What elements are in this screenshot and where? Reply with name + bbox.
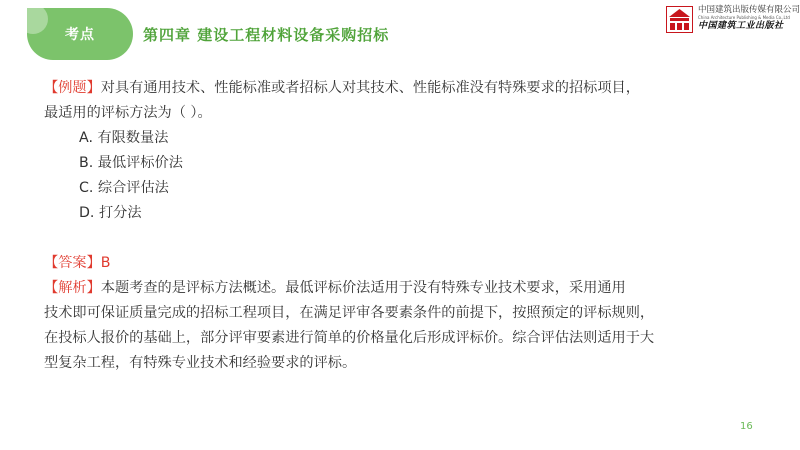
slide-body — [44, 76, 774, 376]
chapter-title: 第四章 建设工程材料设备采购招标 — [143, 26, 390, 44]
option-d: D. 打分法 — [79, 205, 142, 221]
explanation-line-3: 在投标人报价的基础上，部分评审要素进行简单的价格量化后形成评标价。综合评估法则适用于大 — [44, 330, 655, 346]
page-number: 16 — [740, 421, 753, 432]
explanation-tag: 【解析】 — [44, 280, 101, 296]
question-line-1 — [44, 76, 774, 101]
explanation-line-1 — [44, 276, 774, 301]
question-text-1: 对具有通用技术、性能标准或者招标人对其技术、性能标准没有特殊要求的招标项目， — [100, 80, 640, 96]
publisher-logo-icon — [666, 6, 693, 33]
topic-label: 考点 — [65, 27, 95, 43]
publisher-logo-text — [698, 5, 800, 32]
answer-tag: 【答案】 — [44, 255, 101, 271]
slide-header — [0, 0, 800, 70]
answer-value: B — [100, 255, 111, 271]
explanation-line-2: 技术即可保证质量完成的招标工程项目，在满足评审各要素条件的前提下，按照预定的评标规则， — [44, 305, 655, 321]
topic-badge — [27, 8, 133, 60]
answer-line — [44, 251, 774, 276]
publisher-name-cn: 中国建筑出版传媒有限公司 — [698, 5, 800, 15]
publisher-name-en: China Architecture Publishing & Media Co.,Ltd — [698, 15, 790, 20]
publisher-script-name: 中国建筑工业出版社 — [698, 21, 784, 31]
option-a: A. 有限数量法 — [79, 130, 169, 146]
option-b: B. 最低评标价法 — [79, 155, 183, 171]
explanation-text-1: 本题考查的是评标方法概述。最低评标价法适用于没有特殊专业技术要求，采用通用 — [100, 280, 626, 296]
question-line-2: 最适用的评标方法为（ ）。 — [44, 105, 212, 121]
option-c: C. 综合评估法 — [79, 180, 169, 196]
explanation-line-4: 型复杂工程，有特殊专业技术和经验要求的评标。 — [44, 355, 357, 371]
spacer — [44, 226, 774, 251]
question-tag: 【例题】 — [44, 80, 101, 96]
